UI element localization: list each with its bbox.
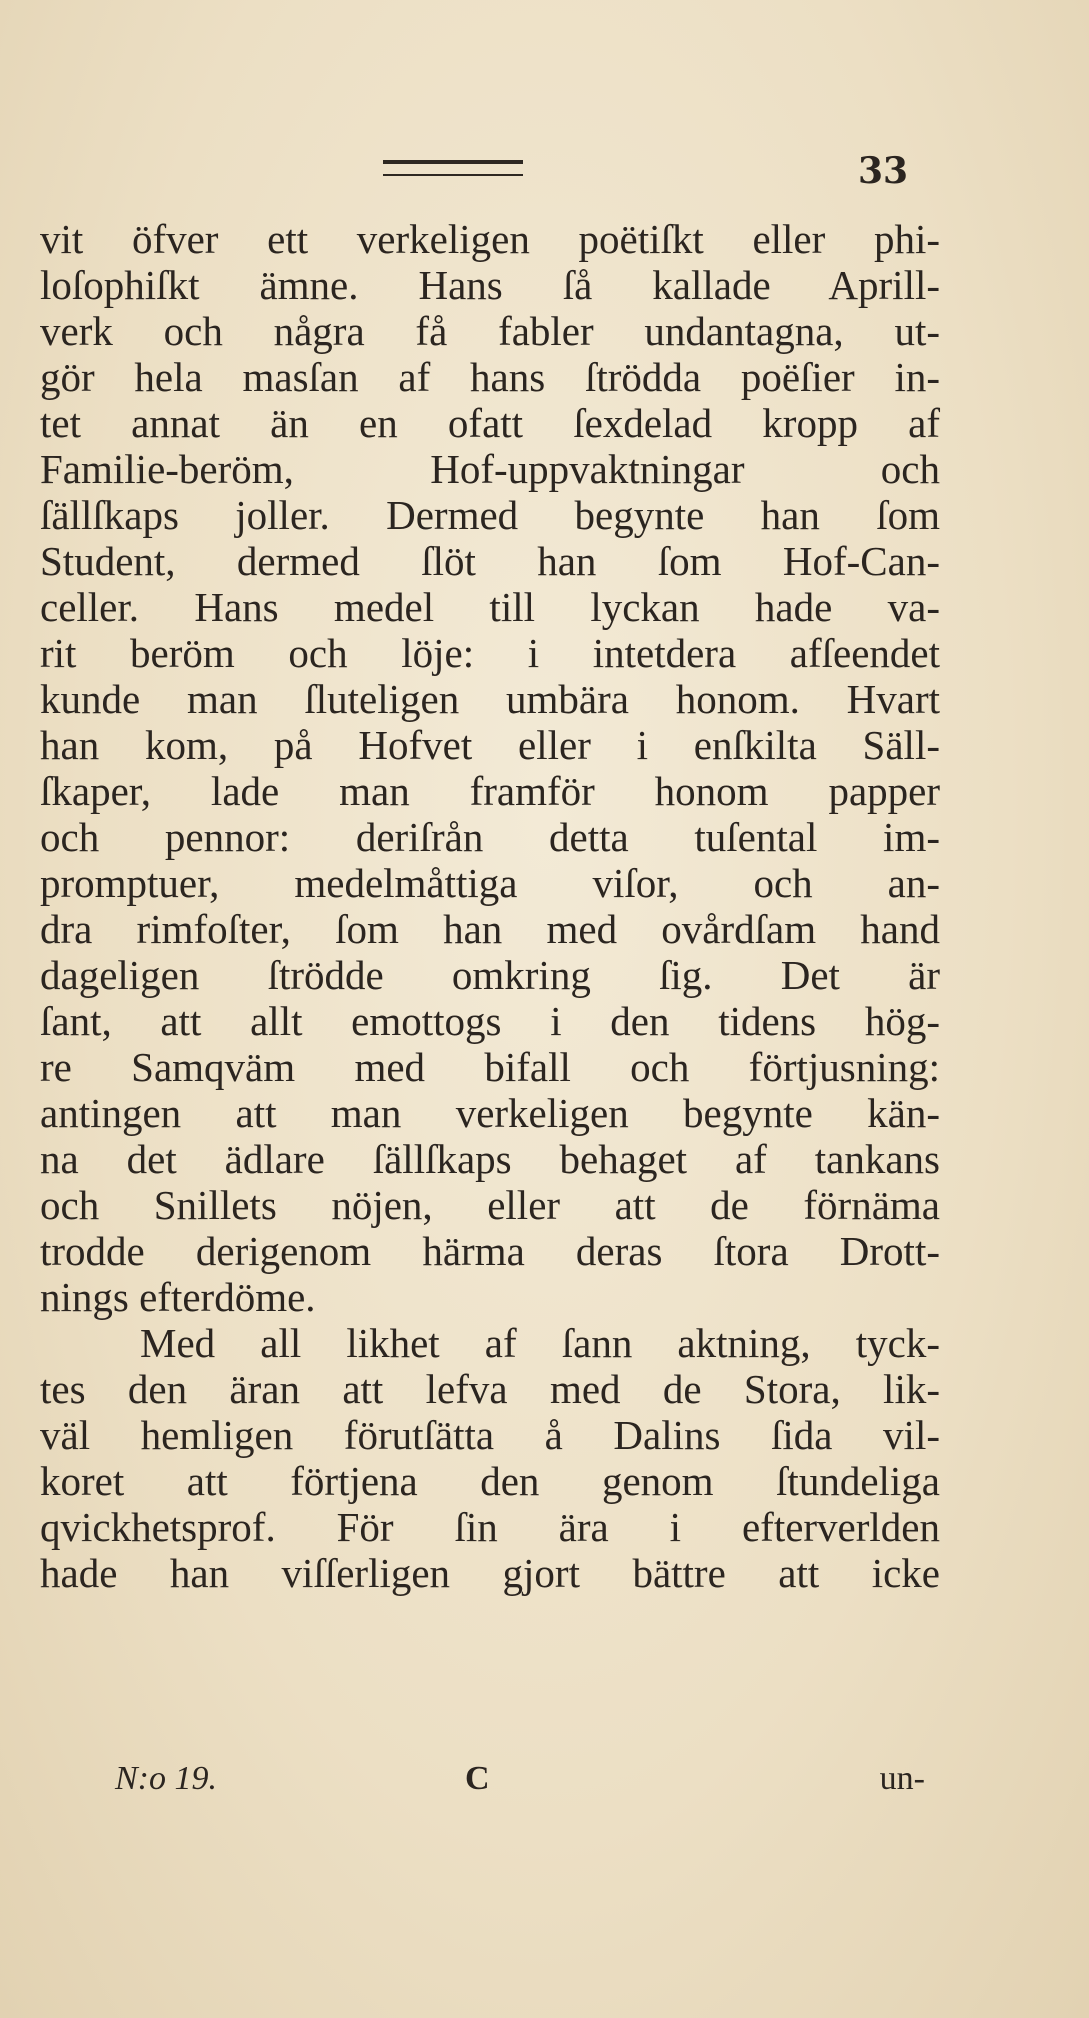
text-line: antingen att man verkeligen begynte kän- (40, 1090, 940, 1136)
text-line: gör hela masſan af hans ſtrödda poëſier in- (40, 354, 940, 400)
text-line: han kom, på Hofvet eller i enſkilta Säll- (40, 722, 940, 768)
text-line: vit öfver ett verkeligen poëtiſkt eller phi- (40, 216, 940, 262)
text-line: nings efterdöme. (40, 1274, 316, 1320)
text-line: Med all likhet af ſann aktning, tyck- (140, 1320, 940, 1366)
text-line: ſkaper, lade man framför honom papper (40, 768, 940, 814)
page-footer (115, 1760, 925, 1804)
text-line: loſophiſkt ämne. Hans ſå kallade Aprill- (40, 262, 940, 308)
text-line: dageligen ſtrödde omkring ſig. Det är (40, 952, 940, 998)
text-line: koret att förtjena den genom ſtundeliga (40, 1458, 940, 1504)
text-line: Student, dermed ſlöt han ſom Hof-Can- (40, 538, 940, 584)
gathering-letter: C (465, 1760, 490, 1797)
text-line: verk och några få fabler undantagna, ut- (40, 308, 940, 354)
body-text (40, 216, 940, 1596)
text-line: och Snillets nöjen, eller att de förnäma (40, 1182, 940, 1228)
text-line: Familie-beröm, Hof-uppvaktningar och (40, 446, 940, 492)
text-line: dra rimfoſter, ſom han med ovårdſam hand (40, 906, 940, 952)
text-line: na det ädlare ſällſkaps behaget af tankans (40, 1136, 940, 1182)
text-line: celler. Hans medel till lyckan hade va- (40, 584, 940, 630)
text-line: kunde man ſluteligen umbära honom. Hvart (40, 676, 940, 722)
text-line: tet annat än en ofatt ſexdelad kropp af (40, 400, 940, 446)
text-line: promptuer, medelmåttiga viſor, och an- (40, 860, 940, 906)
text-line: rit beröm och löje: i intetdera afſeendet (40, 630, 940, 676)
text-line: ſant, att allt emottogs i den tidens hög- (40, 998, 940, 1044)
catchword: un- (879, 1760, 925, 1797)
signature-mark: N:o 19. (115, 1760, 217, 1797)
header-rule (383, 160, 523, 176)
text-line: qvickhetsprof. För ſin ära i efterverlden (40, 1504, 940, 1550)
text-line: tes den äran att lefva med de Stora, lik- (40, 1366, 940, 1412)
text-line: re Samqväm med bifall och förtjusning: (40, 1044, 940, 1090)
text-line: hade han viſſerligen gjort bättre att icke (40, 1550, 940, 1596)
text-line: ſällſkaps joller. Dermed begynte han ſom (40, 492, 940, 538)
text-line: och pennor: deriſrån detta tuſental im- (40, 814, 940, 860)
text-line: väl hemligen förutſätta å Dalins ſida vil- (40, 1412, 940, 1458)
text-line: trodde derigenom härma deras ſtora Drott- (40, 1228, 940, 1274)
page-number: 33 (858, 150, 909, 192)
